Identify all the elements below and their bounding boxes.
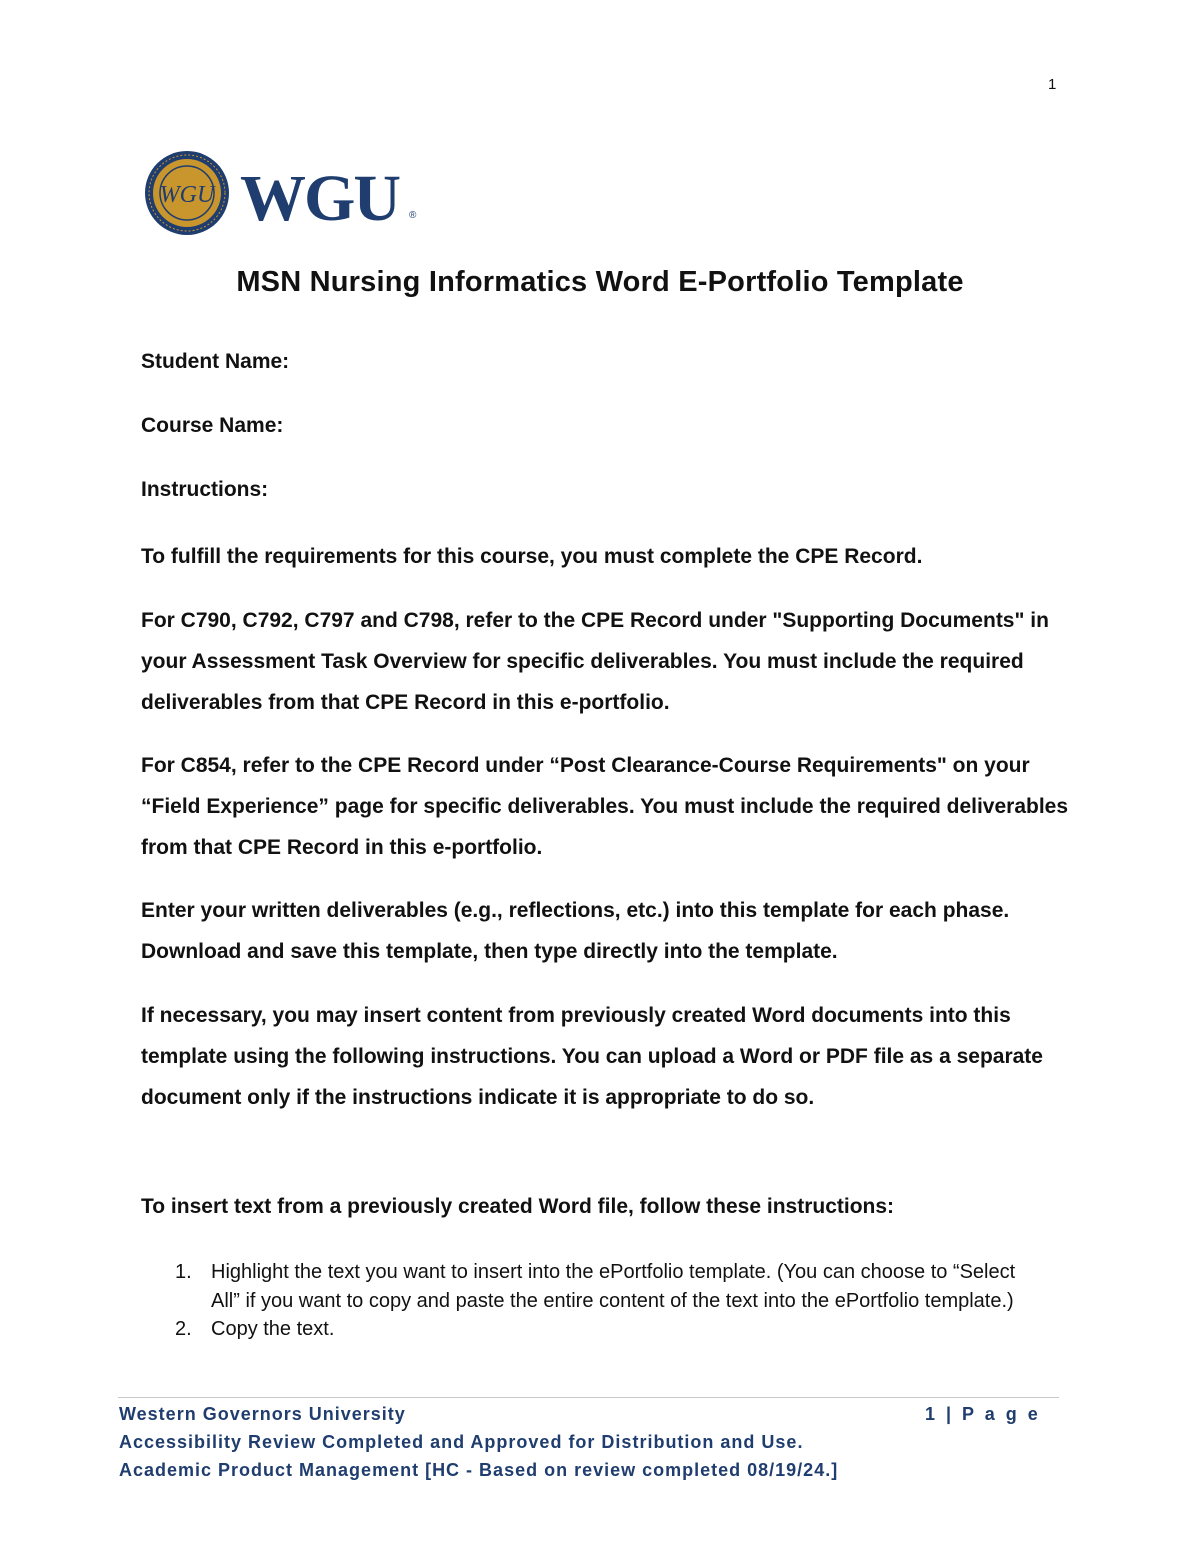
paragraph-enter-deliverables: Enter your written deliverables (e.g., reflections, etc.) into this template for each phase. Download and save this template, then type directly into the template.: [141, 899, 1010, 963]
steps-list: [175, 1258, 1035, 1344]
footer-page-number: 1 | P a g e: [925, 1404, 1041, 1424]
paragraph-requirements: To fulfill the requirements for this course, you must complete the CPE Record.: [141, 545, 923, 568]
logo-wordmark: WGU: [240, 162, 399, 235]
list-item: [175, 1258, 1035, 1315]
list-item-number: 2.: [175, 1318, 192, 1340]
list-item-number: 1.: [175, 1261, 192, 1283]
paragraph-c790-instructions: For C790, C792, C797 and C798, refer to the CPE Record under "Supporting Documents" in your Assessment Task Overview for specific deliverables. You must include the required deliverables from that CPE Record in this e-portfolio.: [141, 609, 1049, 714]
seal-monogram: WGU: [159, 182, 215, 208]
svg-text:®: ®: [409, 210, 417, 221]
wgu-seal-icon: [144, 148, 434, 238]
footer-divider: [118, 1397, 1059, 1398]
wgu-logo: [144, 148, 434, 238]
list-item-text: Copy the text.: [211, 1318, 335, 1340]
paragraph-c854-instructions: For C854, refer to the CPE Record under “Post Clearance-Course Requirements" on your “Field Experience” page for specific deliverables. You must include the required deliverables from that CPE Record in this e-portfolio.: [141, 754, 1069, 859]
footer-review-note: Academic Product Management [HC - Based on review completed 08/19/24.]: [119, 1460, 839, 1480]
page-number: 1: [1048, 76, 1057, 93]
list-item: [175, 1315, 1035, 1344]
paragraph-insert-text-heading: To insert text from a previously created Word file, follow these instructions:: [141, 1195, 895, 1218]
footer-accessibility-note: Accessibility Review Completed and Approved for Distribution and Use.: [119, 1432, 804, 1452]
student-name-label: Student Name:: [141, 350, 290, 373]
course-name-label: Course Name:: [141, 414, 284, 437]
instructions-label: Instructions:: [141, 478, 269, 501]
footer-university: Western Governors University: [119, 1404, 406, 1424]
document-title: MSN Nursing Informatics Word E-Portfolio Template: [236, 266, 964, 298]
list-item-text: Highlight the text you want to insert into the ePortfolio template. (You can choose to “Select All” if you want to copy and paste the entire content of the text into the ePortfolio template.): [211, 1261, 1016, 1312]
paragraph-insert-content: If necessary, you may insert content from previously created Word documents into this template using the following instructions. You can upload a Word or PDF file as a separate document only if the instructions indicate it is appropriate to do so.: [141, 1004, 1043, 1109]
